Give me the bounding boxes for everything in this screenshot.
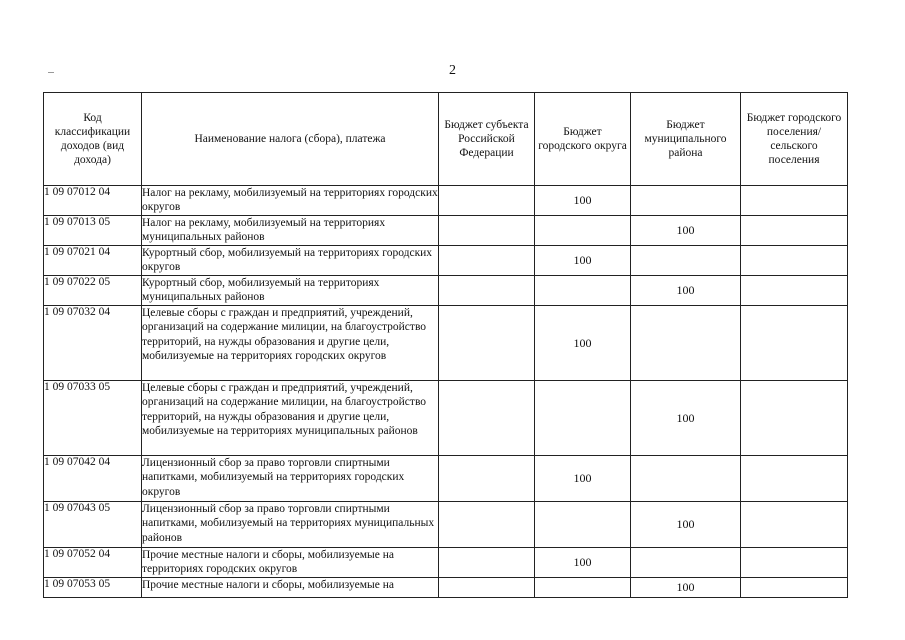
table-row: [44, 502, 848, 548]
cell-municipal-district: [631, 456, 741, 502]
header-code: Код классификации доходов (вид дохода): [44, 93, 142, 186]
row-name: Курортный сбор, мобилизуемый на территориях городских округов: [142, 246, 439, 276]
table-row: [44, 548, 848, 578]
cell-settlement: [741, 456, 848, 502]
row-name: Целевые сборы с граждан и предприятий, учреждений, организаций на содержание милиции, на благоустройство территорий, на нужды образования и другие цели, мобилизуемые на территориях городских округов: [142, 306, 439, 381]
cell-city-district: 100: [535, 548, 631, 578]
cell-settlement: [741, 578, 848, 598]
cell-subject: [439, 276, 535, 306]
cell-settlement: [741, 186, 848, 216]
revenue-distribution-table: [43, 92, 848, 598]
cell-city-district: [535, 578, 631, 598]
cell-municipal-district: [631, 246, 741, 276]
cell-municipal-district: [631, 306, 741, 381]
table-row: [44, 186, 848, 216]
table-row: [44, 578, 848, 598]
cell-municipal-district: 100: [631, 502, 741, 548]
row-code: 1 09 07013 05: [44, 216, 142, 246]
row-name: Налог на рекламу, мобилизуемый на территориях муниципальных районов: [142, 216, 439, 246]
cell-settlement: [741, 246, 848, 276]
row-code: 1 09 07022 05: [44, 276, 142, 306]
cell-municipal-district: 100: [631, 216, 741, 246]
cell-city-district: [535, 216, 631, 246]
cell-subject: [439, 381, 535, 456]
table-row: [44, 246, 848, 276]
row-name: Лицензионный сбор за право торговли спиртными напитками, мобилизуемый на территориях городских округов: [142, 456, 439, 502]
row-code: 1 09 07033 05: [44, 381, 142, 456]
table-row: [44, 456, 848, 502]
cell-municipal-district: 100: [631, 381, 741, 456]
table-row: [44, 276, 848, 306]
cell-settlement: [741, 381, 848, 456]
cell-subject: [439, 186, 535, 216]
cell-subject: [439, 216, 535, 246]
cell-settlement: [741, 502, 848, 548]
cell-subject: [439, 548, 535, 578]
cell-municipal-district: [631, 548, 741, 578]
cell-city-district: [535, 276, 631, 306]
table-header-row: [44, 93, 848, 186]
cell-settlement: [741, 276, 848, 306]
cell-subject: [439, 578, 535, 598]
row-name: Лицензионный сбор за право торговли спиртными напитками, мобилизуемый на территориях муниципальных районов: [142, 502, 439, 548]
header-name: Наименование налога (сбора), платежа: [142, 93, 439, 186]
header-subject-budget: Бюджет субъекта Российской Федерации: [439, 93, 535, 186]
cell-settlement: [741, 306, 848, 381]
page-number: 2: [449, 63, 456, 78]
header-municipal-district-budget: Бюджет муниципального района: [631, 93, 741, 186]
cell-subject: [439, 502, 535, 548]
cell-city-district: 100: [535, 186, 631, 216]
row-code: 1 09 07042 04: [44, 456, 142, 502]
row-code: 1 09 07043 05: [44, 502, 142, 548]
cell-municipal-district: [631, 186, 741, 216]
row-code: 1 09 07021 04: [44, 246, 142, 276]
table-row: [44, 381, 848, 456]
cell-settlement: [741, 548, 848, 578]
header-settlement-budget: Бюджет городского поселения/ сельского поселения: [741, 93, 848, 186]
cell-subject: [439, 306, 535, 381]
cell-city-district: 100: [535, 306, 631, 381]
row-name: Курортный сбор, мобилизуемый на территориях муниципальных районов: [142, 276, 439, 306]
cell-city-district: 100: [535, 456, 631, 502]
cell-municipal-district: 100: [631, 276, 741, 306]
row-name: Прочие местные налоги и сборы, мобилизуемые на территориях городских округов: [142, 548, 439, 578]
scan-speck: [48, 72, 54, 73]
row-code: 1 09 07012 04: [44, 186, 142, 216]
row-code: 1 09 07032 04: [44, 306, 142, 381]
cell-city-district: [535, 381, 631, 456]
table-row: [44, 306, 848, 381]
table-row: [44, 216, 848, 246]
cell-municipal-district: 100: [631, 578, 741, 598]
row-code: 1 09 07053 05: [44, 578, 142, 598]
cell-city-district: [535, 502, 631, 548]
header-city-district-budget: Бюджет городского округа: [535, 93, 631, 186]
cell-settlement: [741, 216, 848, 246]
cell-subject: [439, 456, 535, 502]
row-name: Налог на рекламу, мобилизуемый на территориях городских округов: [142, 186, 439, 216]
row-code: 1 09 07052 04: [44, 548, 142, 578]
cell-subject: [439, 246, 535, 276]
row-name: Прочие местные налоги и сборы, мобилизуемые на: [142, 578, 439, 598]
row-name: Целевые сборы с граждан и предприятий, учреждений, организаций на содержание милиции, на благоустройство территорий, на нужды образования и другие цели, мобилизуемые на территориях муниципальных районов: [142, 381, 439, 456]
cell-city-district: 100: [535, 246, 631, 276]
